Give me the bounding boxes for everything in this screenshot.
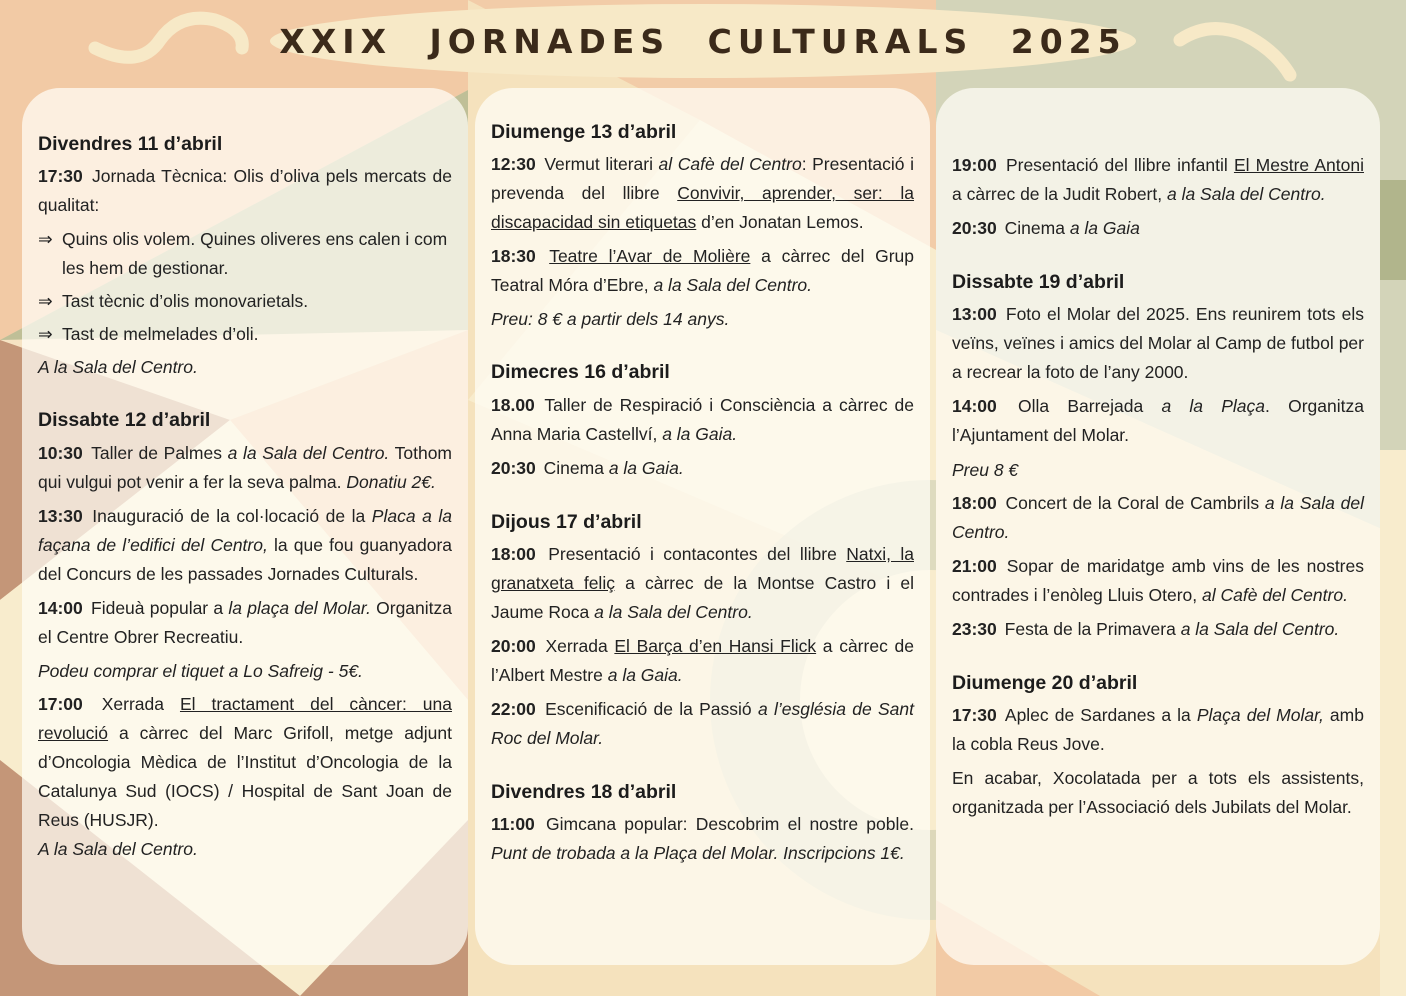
event-entry: En acabar, Xocolatada per a tots els assistents, organitzada per l’Associació dels Jubilats del Molar. bbox=[952, 768, 1364, 818]
day-heading: Diumenge 13 d’abril bbox=[491, 121, 677, 143]
event-entry: 12:30 Vermut literari al Cafè del Centro: Presentació i prevenda del llibre Convivir, aprender, ser: la discapacidad sin etiquetas d’en Jonatan Lemos. bbox=[491, 154, 915, 233]
play-title: Teatre l’Avar de Molière bbox=[549, 246, 751, 267]
arrow-icon: ⇒ bbox=[38, 324, 53, 345]
list-item: ⇒ Quins olis volem. Quines oliveres ens calen i com les hem de gestionar. bbox=[38, 225, 452, 283]
event-entry: 13:00 Foto el Molar del 2025. Ens reunirem tots els veïns, veïnes i amics del Molar al Camp de futbol per a recrear la foto de l’any 2000. bbox=[952, 304, 1364, 383]
event-place: a la Sala del Centro. bbox=[227, 442, 390, 463]
day-heading: Dimecres 16 d’abril bbox=[491, 361, 670, 384]
day-heading: Dijous 17 d’abril bbox=[491, 510, 642, 533]
ticket-note: Podeu comprar el tiquet a Lo Safreig - 5€. bbox=[38, 660, 363, 681]
book-title: El Mestre Antoni bbox=[1233, 155, 1364, 175]
event-place: A la Sala del Centro. bbox=[38, 357, 198, 378]
event-entry: 19:00 Presentació del llibre infantil El Mestre Antoni a càrrec de la Judit Robert, a la Sala del Centro. bbox=[952, 155, 1364, 205]
event-entry: 23:30 Festa de la Primavera a la Sala del Centro. bbox=[952, 618, 1340, 639]
event-time: 17:30 bbox=[38, 166, 83, 187]
event-time: 18:30 bbox=[491, 246, 536, 267]
event-place: a la Sala del Centro. bbox=[952, 492, 1364, 542]
list-item: ⇒ Tast de melmelades d’oli. bbox=[38, 320, 452, 349]
event-place: a la Gaia. bbox=[607, 665, 683, 686]
event-entry: 20:30 Cinema a la Gaia bbox=[952, 218, 1140, 239]
event-time: 17:00 bbox=[38, 693, 83, 714]
bullet-list bbox=[38, 225, 452, 349]
event-entry: 13:30 Inauguració de la col·locació de la Placa a la façana de l’edifici del Centro, la que fou guanyadora del Concurs de les passades Jornades Culturals. bbox=[38, 505, 453, 584]
event-time: 10:30 bbox=[38, 442, 83, 463]
event-time: 20:30 bbox=[952, 218, 997, 239]
list-item: ⇒ Tast tècnic d’olis monovarietals. bbox=[38, 287, 452, 316]
event-time: 14:00 bbox=[952, 396, 997, 417]
event-place: Plaça del Molar, bbox=[1196, 704, 1324, 725]
talk-title: El Barça d’en Hansi Flick bbox=[614, 635, 817, 656]
event-place: al Cafè del Centro. bbox=[1202, 584, 1348, 605]
event-place: Punt de trobada a la Plaça del Molar. Inscripcions 1€. bbox=[491, 843, 905, 864]
event-time: 14:00 bbox=[38, 597, 83, 618]
event-time: 17:30 bbox=[952, 704, 997, 725]
event-time: 20:00 bbox=[491, 635, 536, 656]
event-time: 21:00 bbox=[952, 555, 997, 576]
day-heading: Dissabte 19 d’abril bbox=[952, 271, 1125, 294]
event-entry: 17:00 Xerrada El tractament del càncer: una revolució a càrrec del Marc Grifoll, metge adjunt d’Oncologia Mèdica de l’Institut d’Oncologia de la Catalunya Sud (IOCS) / Hospital de Sant Joan de Reus (HUSJR). A la Sala del Centro. bbox=[38, 693, 452, 860]
event-place: a l’església de Sant Roc del Molar. bbox=[491, 699, 914, 749]
event-entry: 18:00 Presentació i contacontes del llibre Natxi, la granatxeta feliç a càrrec de la Montse Castro i el Jaume Roca a la Sala del Centro. bbox=[491, 543, 914, 622]
event-time: 13:30 bbox=[38, 505, 83, 526]
event-place: a la Sala del Centro. bbox=[653, 275, 813, 296]
event-time: 18.00 bbox=[491, 394, 535, 415]
event-entry bbox=[38, 162, 452, 220]
program-column-3 bbox=[936, 88, 1380, 965]
event-entry: 18.00 Taller de Respiració i Consciència a càrrec de Anna Maria Castellví, a la Gaia. bbox=[491, 394, 914, 444]
event-price: Donatiu 2€. bbox=[346, 471, 436, 492]
event-entry: 14:00 Fideuà popular a la plaça del Molar. Organitza el Centre Obrer Recreatiu. bbox=[38, 597, 452, 647]
event-entry: 14:00 Olla Barrejada a la Plaça. Organitza l’Ajuntament del Molar. bbox=[952, 396, 1364, 446]
event-entry: 20:00 Xerrada El Barça d’en Hansi Flick a càrrec de l’Albert Mestre a la Gaia. bbox=[491, 635, 914, 686]
day-heading: Divendres 18 d’abril bbox=[491, 781, 677, 804]
event-time: 19:00 bbox=[952, 155, 997, 175]
event-place: la plaça del Molar. bbox=[228, 597, 371, 618]
event-place: a la Gaia. bbox=[662, 423, 738, 444]
event-place: a la Plaça bbox=[1161, 396, 1266, 417]
event-time: 18:00 bbox=[491, 543, 536, 564]
page-title: XXIX JORNADES CULTURALS 2025 bbox=[279, 21, 1127, 61]
event-entry: 18:30 Teatre l’Avar de Molière a càrrec del Grup Teatral Móra d’Ebre, a la Sala del Centro. bbox=[491, 246, 914, 296]
book-title: Convivir, aprender, ser: la discapacidad sin etiquetas bbox=[491, 183, 915, 233]
event-entry: 17:30 Aplec de Sardanes a la Plaça del Molar, amb la cobla Reus Jove. bbox=[952, 704, 1364, 754]
talk-title: El tractament del càncer: una revolució bbox=[38, 693, 452, 744]
event-entry: 20:30 Cinema a la Gaia. bbox=[491, 457, 684, 478]
day-heading: Diumenge 20 d’abril bbox=[952, 671, 1138, 694]
event-time: 23:30 bbox=[952, 618, 997, 639]
arrow-icon: ⇒ bbox=[38, 229, 53, 250]
event-price: Preu: 8 € a partir dels 14 anys. bbox=[491, 309, 730, 330]
event-time: 11:00 bbox=[491, 814, 535, 835]
day-heading: Dissabte 12 d’abril bbox=[38, 409, 211, 432]
event-entry: 22:00 Escenificació de la Passió a l’església de Sant Roc del Molar. bbox=[491, 699, 914, 749]
event-entry: 21:00 Sopar de maridatge amb vins de les nostres contrades i l’enòleg Lluis Otero, al Cafè del Centro. bbox=[952, 555, 1364, 605]
arrow-icon: ⇒ bbox=[38, 291, 53, 312]
event-entry: 18:00 Concert de la Coral de Cambrils a la Sala del Centro. bbox=[952, 492, 1364, 542]
day-heading: Divendres 11 d’abril bbox=[38, 133, 223, 155]
event-place: a la Gaia. bbox=[608, 457, 684, 478]
event-entry: 10:30 Taller de Palmes a la Sala del Centro. Tothom qui vulgui pot venir a fer la seva palma. Donatiu 2€. bbox=[38, 442, 453, 492]
event-time: 20:30 bbox=[491, 457, 536, 478]
event-time: 12:30 bbox=[491, 154, 536, 175]
event-place: a la Sala del Centro. bbox=[594, 601, 753, 622]
event-entry: 11:00 Gimcana popular: Descobrim el nostre poble. Punt de trobada a la Plaça del Molar. Inscripcions 1€. bbox=[491, 814, 914, 864]
event-time: 13:00 bbox=[952, 304, 997, 325]
event-time: 18:00 bbox=[952, 492, 997, 513]
program-column-2 bbox=[475, 88, 930, 965]
title-banner bbox=[270, 4, 1136, 78]
event-place: al Cafè del Centro bbox=[658, 154, 802, 175]
program-column-1 bbox=[22, 88, 468, 965]
event-time: 22:00 bbox=[491, 699, 536, 720]
event-place: a la Sala del Centro. bbox=[1166, 184, 1326, 205]
event-text: Jornada Tècnica: Olis d’oliva pels mercats de qualitat: bbox=[38, 166, 452, 216]
book-title: Natxi, la granatxeta feliç bbox=[491, 543, 914, 593]
event-place: a la Sala del Centro. bbox=[1180, 618, 1340, 639]
event-place: a la Gaia bbox=[1069, 218, 1140, 239]
event-price: Preu 8 € bbox=[952, 459, 1019, 480]
event-place: Placa a la façana de l’edifici del Centro, bbox=[38, 505, 452, 555]
event-place: A la Sala del Centro. bbox=[38, 839, 198, 860]
